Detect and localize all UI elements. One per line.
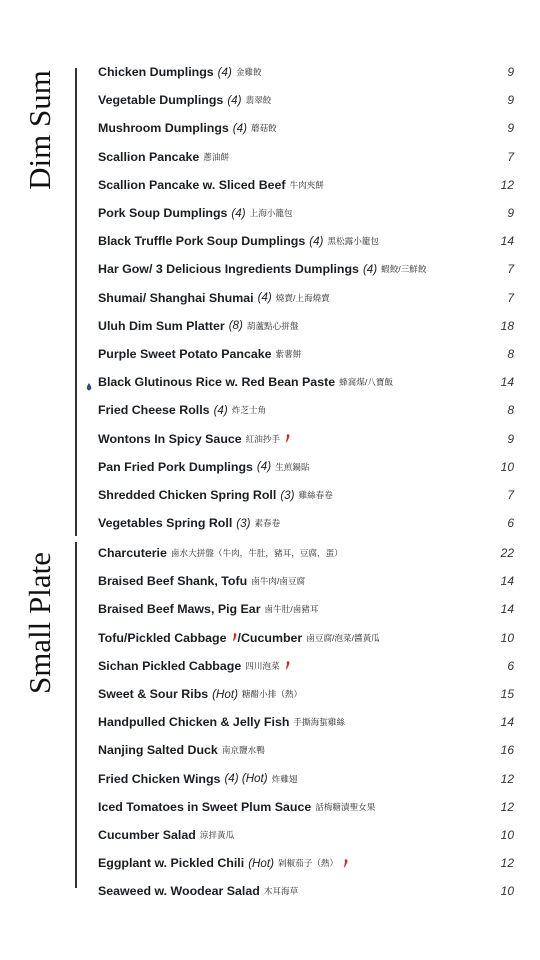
item-price: 9: [507, 121, 514, 136]
item-name: Fried Cheese Rolls: [98, 403, 210, 418]
item-name: Seaweed w. Woodear Salad: [98, 884, 260, 899]
item-price: 12: [500, 856, 514, 871]
item-name: Fried Chicken Wings: [98, 771, 221, 786]
menu-item: [98, 344, 516, 364]
item-name: Scallion Pancake: [98, 149, 200, 164]
item-name: Vegetable Dumplings: [98, 93, 224, 108]
menu-item: [98, 203, 516, 223]
item-chinese-name: 鹵牛肉/鹵豆腐: [251, 576, 306, 587]
item-name: Vegetables Spring Roll: [98, 516, 233, 531]
item-name: Black Glutinous Rice w. Red Bean Paste: [98, 375, 336, 390]
chili-icon: [285, 661, 291, 670]
item-chinese-name: 炸雞翅: [271, 773, 298, 784]
item-note: (4) (Hot): [224, 772, 268, 786]
menu-item: [98, 797, 516, 817]
item-note: (4): [362, 262, 378, 276]
item-price: 22: [500, 546, 514, 560]
item-price: 9: [507, 206, 514, 220]
menu-item: [98, 429, 516, 449]
item-chinese-name: 炸芝士角: [231, 405, 267, 416]
item-chinese-name: 鹵牛肚/鹵豬耳: [264, 604, 319, 615]
menu-item: [98, 62, 516, 82]
item-price: 14: [500, 715, 514, 730]
item-note: (4): [227, 93, 242, 107]
item-chinese-name: 蔥油餅: [203, 151, 230, 162]
item-price: 16: [500, 743, 514, 758]
item-price: 14: [500, 602, 514, 617]
item-chinese-name: 葫蘆點心拼盤: [246, 320, 299, 331]
menu-item: [98, 147, 516, 167]
item-name: Nanjing Salted Duck: [98, 743, 218, 758]
item-chinese-name: 糖醋小排（熱）: [241, 689, 303, 699]
item-name: Purple Sweet Potato Pancake: [98, 347, 272, 361]
item-chinese-name: 蜂窩煤/八寶飯: [339, 377, 394, 388]
item-price: 7: [507, 262, 514, 277]
item-name: Uluh Dim Sum Platter: [98, 318, 225, 333]
item-chinese-name: 紅油抄手: [245, 433, 281, 444]
item-price: 12: [500, 799, 514, 814]
item-chinese-name: 四川泡菜: [245, 660, 280, 671]
item-chinese-name: 手撕海蜇雞絲: [293, 717, 345, 728]
item-price: 6: [507, 516, 514, 531]
item-name: Wontons In Spicy Sauce: [98, 431, 242, 446]
menu-item: [98, 259, 516, 279]
item-name: Cucumber Salad: [98, 828, 196, 842]
chili-icon: [285, 434, 291, 443]
item-name: Pork Soup Dumplings: [98, 206, 228, 220]
menu-item: [98, 400, 516, 420]
item-price: 10: [500, 630, 514, 645]
item-name: Mushroom Dumplings: [98, 121, 229, 136]
item-price: 14: [500, 234, 514, 249]
item-price: 10: [500, 884, 514, 899]
item-note: (4): [257, 291, 272, 305]
item-name: Shredded Chicken Spring Roll: [98, 488, 277, 502]
item-chinese-name: 剁椒茄子（熱）: [277, 858, 339, 869]
menu-item: [98, 485, 516, 505]
item-chinese-name: 素春卷: [254, 518, 281, 529]
item-note: (4): [232, 121, 247, 135]
drop-icon: [86, 378, 92, 386]
menu-item: [98, 656, 516, 676]
section-divider-small-plate: [75, 542, 77, 888]
item-note: (3): [280, 488, 295, 502]
item-name: Eggplant w. Pickled Chili: [98, 856, 245, 871]
menu-item: [98, 769, 516, 789]
item-price: 15: [500, 687, 514, 701]
menu-item: [98, 175, 516, 195]
item-price: 18: [500, 318, 514, 333]
chili-icon: [343, 859, 349, 868]
item-price: 8: [507, 347, 514, 361]
chili-icon: [232, 633, 238, 642]
item-price: 7: [507, 488, 514, 502]
menu-item: [98, 543, 516, 563]
item-price: 8: [507, 403, 514, 418]
item-chinese-name: 蝦餃/三鮮餃: [381, 264, 427, 275]
item-price: 9: [507, 65, 514, 79]
item-price: 10: [500, 828, 514, 842]
item-chinese-name: 牛肉夾餅: [289, 179, 324, 190]
item-chinese-name: 黑松露小籠包: [327, 236, 379, 247]
menu-item: [98, 571, 516, 591]
item-name: Iced Tomatoes in Sweet Plum Sauce: [98, 799, 312, 814]
menu-item: [98, 118, 516, 138]
menu-item: [98, 457, 516, 477]
item-chinese-name: 紫薯餅: [275, 349, 302, 359]
item-price: 9: [507, 431, 514, 446]
item-price: 12: [500, 177, 514, 192]
item-price: 14: [500, 574, 514, 589]
menu-item: [98, 316, 516, 336]
item-name: Tofu/Pickled Cabbage: [98, 630, 227, 645]
item-name: Braised Beef Maws, Pig Ear: [98, 602, 261, 617]
item-note: (4): [217, 65, 232, 79]
item-price: 7: [507, 149, 514, 164]
item-name: Shumai/ Shanghai Shumai: [98, 290, 254, 305]
item-name: Braised Beef Shank, Tofu: [98, 574, 248, 589]
item-price: 10: [500, 459, 514, 474]
item-chinese-name: 木耳海草: [263, 886, 299, 897]
item-name: Pan Fried Pork Dumplings: [98, 459, 253, 474]
menu-item: [98, 372, 516, 392]
menu-item: [98, 881, 516, 901]
menu-item: [98, 231, 516, 251]
item-note: (Hot): [248, 856, 274, 870]
menu-item: [98, 288, 516, 308]
item-name: Scallion Pancake w. Sliced Beef: [98, 177, 286, 192]
item-name: Sweet & Sour Ribs: [98, 687, 209, 701]
item-price: 6: [507, 658, 514, 673]
item-chinese-name: 燒賣/上海燒賣: [275, 292, 330, 303]
menu-item: [98, 599, 516, 619]
menu-item: [98, 684, 516, 704]
item-name: Sichan Pickled Cabbage: [98, 658, 242, 673]
item-price: 7: [507, 290, 514, 305]
section-title-dim-sum: Dim Sum: [22, 70, 57, 190]
menu-item: [98, 853, 516, 873]
item-note: (4): [256, 460, 272, 474]
item-note: (4): [213, 403, 228, 417]
item-chinese-name: 鹵豆腐/泡菜/醬黃瓜: [306, 632, 380, 643]
item-note: (3): [236, 516, 251, 530]
item-note: (8): [228, 319, 243, 333]
menu-item: [98, 90, 516, 110]
item-chinese-name: 金雞餃: [235, 67, 262, 77]
section-title-small-plate: Small Plate: [22, 551, 57, 695]
item-note: (Hot): [212, 687, 238, 701]
item-name-continued: /Cucumber: [237, 630, 303, 645]
item-chinese-name: 南京鹽水鴨: [221, 745, 265, 756]
item-chinese-name: 上海小籠包: [249, 208, 293, 218]
item-note: (4): [231, 206, 246, 220]
menu-item: [98, 628, 516, 648]
item-note: (4): [309, 234, 324, 248]
menu-item: [98, 740, 516, 760]
item-chinese-name: 鹵水大拼盤（牛肉，牛肚，豬耳，豆腐，蛋）: [170, 548, 343, 558]
item-name: Handpulled Chicken & Jelly Fish: [98, 715, 290, 730]
item-chinese-name: 翡翠餃: [245, 95, 272, 106]
item-chinese-name: 生煎鍋貼: [275, 461, 310, 472]
item-name: Har Gow/ 3 Delicious Ingredients Dumplings: [98, 262, 359, 277]
item-chinese-name: 涼拌黃瓜: [199, 830, 235, 840]
item-name: Black Truffle Pork Soup Dumplings: [98, 234, 306, 249]
item-name: Charcuterie: [98, 546, 167, 560]
item-chinese-name: 蘑菇餃: [250, 123, 277, 134]
menu-item: [98, 712, 516, 732]
item-chinese-name: 雞絲春卷: [298, 490, 333, 500]
section-divider-dim-sum: [75, 68, 77, 536]
menu-item: [98, 513, 516, 533]
item-price: 9: [507, 93, 514, 108]
item-price: 14: [500, 375, 514, 390]
menu-item: [98, 825, 516, 845]
item-price: 12: [500, 771, 514, 786]
item-chinese-name: 話梅糖漬聖女果: [315, 801, 376, 812]
item-name: Chicken Dumplings: [98, 65, 214, 79]
